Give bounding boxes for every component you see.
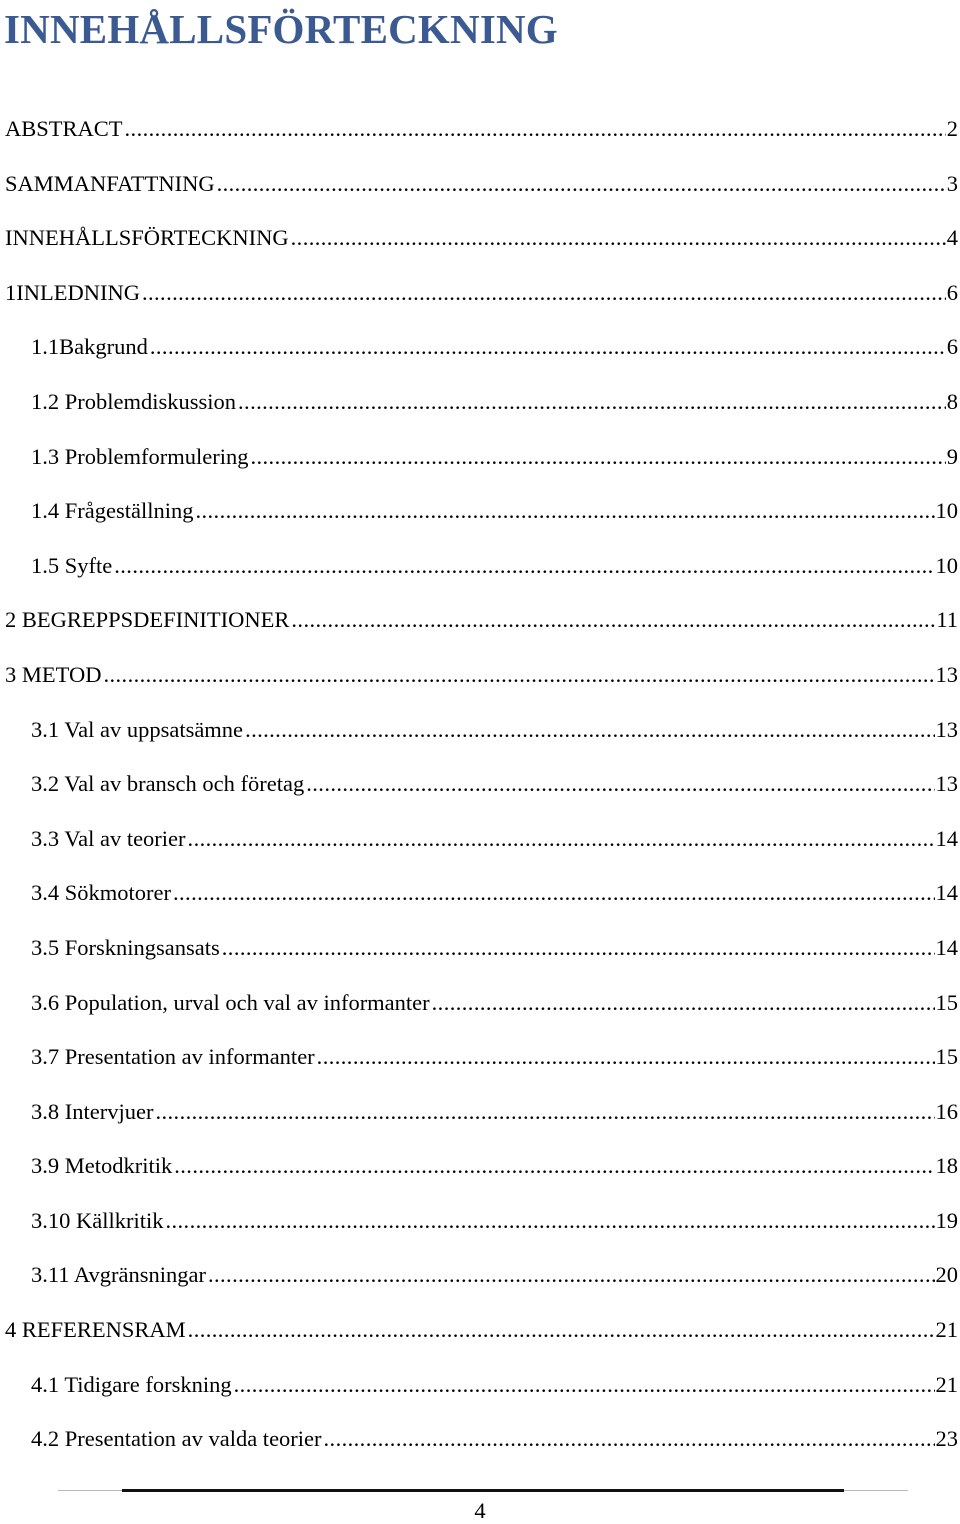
toc-entry[interactable]	[0, 1420, 960, 1475]
toc-dot-leader	[125, 110, 946, 148]
toc-dot-leader	[188, 1311, 935, 1349]
toc-entry-label[interactable]: 2 BEGREPPSDEFINITIONER	[5, 607, 290, 633]
toc-entry[interactable]	[0, 1147, 960, 1202]
toc-entry-label[interactable]: 3.7 Presentation av informanter	[31, 1044, 315, 1070]
toc-entry-page-number[interactable]: 23	[935, 1426, 958, 1452]
toc-entry-label[interactable]: 3.5 Forskningsansats	[31, 934, 220, 960]
toc-dot-leader	[324, 1420, 935, 1458]
toc-entry-label[interactable]: 4.1 Tidigare forskning	[31, 1371, 232, 1397]
toc-entry[interactable]	[0, 328, 960, 383]
toc-dot-leader	[217, 165, 946, 203]
toc-entry-label[interactable]: 1INLEDNING	[5, 279, 140, 305]
toc-dot-leader	[142, 274, 946, 312]
toc-entry-label[interactable]: 4 REFERENSRAM	[5, 1317, 186, 1343]
toc-entry[interactable]	[0, 165, 960, 220]
toc-dot-leader	[173, 874, 935, 912]
toc-dot-leader	[155, 1093, 934, 1131]
toc-dot-leader	[208, 1256, 935, 1294]
toc-entry-label[interactable]: 3.3 Val av teorier	[31, 825, 186, 851]
toc-entry-page-number[interactable]: 14	[935, 934, 958, 960]
toc-entry[interactable]	[0, 547, 960, 602]
toc-dot-leader	[250, 438, 945, 476]
toc-entry-label[interactable]: 3.9 Metodkritik	[31, 1153, 173, 1179]
toc-entry-page-number[interactable]: 13	[935, 661, 958, 687]
page-number: 4	[474, 1498, 486, 1523]
toc-entry[interactable]	[0, 492, 960, 547]
toc-entry-page-number[interactable]: 15	[935, 1044, 958, 1070]
toc-dot-leader	[114, 547, 934, 585]
toc-dot-leader	[291, 219, 946, 257]
toc-entry-label[interactable]: INNEHÅLLSFÖRTECKNING	[5, 225, 289, 251]
toc-entry-label[interactable]: 3.2 Val av bransch och företag	[31, 771, 305, 797]
toc-entry[interactable]	[0, 929, 960, 984]
toc-entry-page-number[interactable]: 18	[935, 1153, 958, 1179]
toc-entry[interactable]	[0, 219, 960, 274]
toc-entry-page-number[interactable]: 14	[935, 825, 958, 851]
toc-entry-label[interactable]: 1.5 Syfte	[31, 552, 113, 578]
toc-entry[interactable]	[0, 1038, 960, 1093]
toc-entry-label[interactable]: 3.1 Val av uppsatsämne	[31, 716, 244, 742]
toc-entry-label[interactable]: 3.8 Intervjuer	[31, 1098, 154, 1124]
toc-dot-leader	[245, 711, 934, 749]
toc-entry-label[interactable]: 1.1Bakgrund	[31, 334, 148, 360]
footer-divider-thick	[122, 1489, 844, 1492]
toc-entry-label[interactable]: 4.2 Presentation av valda teorier	[31, 1426, 322, 1452]
toc-entry-page-number[interactable]: 15	[935, 989, 958, 1015]
toc-entry[interactable]	[0, 1202, 960, 1257]
toc-entry-page-number[interactable]: 10	[935, 552, 958, 578]
toc-entry[interactable]	[0, 1311, 960, 1366]
toc-entry-page-number[interactable]: 14	[935, 880, 958, 906]
toc-entry-page-number[interactable]: 11	[936, 607, 958, 633]
toc-entry-page-number[interactable]: 19	[935, 1207, 958, 1233]
toc-entry-label[interactable]: 1.3 Problemformulering	[31, 443, 249, 469]
toc-entry-label[interactable]: 3.6 Population, urval och val av informanter	[31, 989, 430, 1015]
toc-entry[interactable]	[0, 438, 960, 493]
toc-dot-leader	[317, 1038, 935, 1076]
toc-entry[interactable]	[0, 383, 960, 438]
toc-entry-page-number[interactable]: 2	[946, 116, 958, 141]
toc-entry[interactable]	[0, 274, 960, 329]
toc-entry-page-number[interactable]: 6	[946, 279, 958, 305]
toc-entry-label[interactable]: 1.4 Frågeställning	[31, 498, 194, 524]
toc-entry-label[interactable]: SAMMANFATTNING	[5, 170, 215, 196]
toc-entry-label[interactable]: ABSTRACT	[5, 116, 123, 141]
toc-dot-leader	[174, 1147, 934, 1185]
toc-entry[interactable]	[0, 820, 960, 875]
toc-dot-leader	[165, 1202, 934, 1240]
toc-dot-leader	[432, 984, 935, 1022]
toc-entry-label[interactable]: 3 METOD	[5, 661, 102, 687]
toc-entry-page-number[interactable]: 13	[935, 716, 958, 742]
toc-dot-leader	[291, 601, 935, 639]
toc-entry-page-number[interactable]: 21	[935, 1371, 958, 1397]
toc-entry[interactable]	[0, 1256, 960, 1311]
toc-entry-label[interactable]: 1.2 Problemdiskussion	[31, 388, 237, 414]
toc-dot-leader	[222, 929, 935, 967]
toc-dot-leader	[103, 656, 934, 694]
toc-entry-page-number[interactable]: 3	[946, 170, 958, 196]
toc-entry[interactable]	[0, 711, 960, 766]
table-of-contents	[0, 110, 960, 1475]
toc-entry-page-number[interactable]: 9	[946, 443, 958, 469]
toc-entry-label[interactable]: 3.10 Källkritik	[31, 1207, 164, 1233]
toc-entry[interactable]	[0, 765, 960, 820]
toc-entry-page-number[interactable]: 13	[935, 771, 958, 797]
toc-dot-leader	[234, 1366, 935, 1404]
toc-entry-label[interactable]: 3.11 Avgränsningar	[31, 1262, 206, 1288]
toc-dot-leader	[188, 820, 935, 858]
toc-entry[interactable]	[0, 1366, 960, 1421]
toc-entry-page-number[interactable]: 21	[935, 1317, 958, 1343]
toc-entry[interactable]	[0, 984, 960, 1039]
toc-entry-page-number[interactable]: 6	[946, 334, 958, 360]
toc-entry-page-number[interactable]: 8	[946, 388, 958, 414]
toc-entry[interactable]	[0, 601, 960, 656]
toc-entry-label[interactable]: 3.4 Sökmotorer	[31, 880, 171, 906]
toc-dot-leader	[306, 765, 934, 803]
toc-entry-page-number[interactable]: 20	[935, 1262, 958, 1288]
toc-entry-page-number[interactable]: 4	[946, 225, 958, 251]
toc-entry[interactable]	[0, 656, 960, 711]
footer-divider	[58, 1489, 908, 1493]
toc-entry-page-number[interactable]: 16	[935, 1098, 958, 1124]
page-title: INNEHÅLLSFÖRTECKNING	[4, 6, 558, 52]
toc-entry-page-number[interactable]: 10	[935, 498, 958, 524]
toc-entry[interactable]	[0, 1093, 960, 1148]
toc-dot-leader	[150, 328, 946, 366]
toc-entry[interactable]	[0, 874, 960, 929]
toc-dot-leader	[195, 492, 934, 530]
toc-dot-leader	[238, 383, 946, 421]
toc-entry[interactable]	[0, 110, 960, 165]
